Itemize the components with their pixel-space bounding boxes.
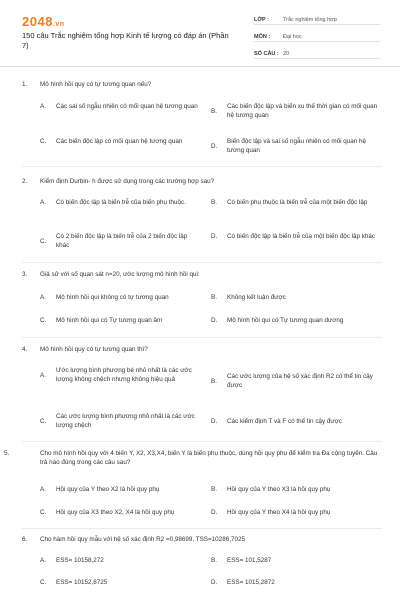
question-stem: Mô hình hồi quy có tự tương quan thì? [40, 346, 148, 353]
option-text: Có biến độc lập là biến trễ của biến phụ thuộc. [56, 199, 186, 206]
option-text: ESS= 101,5287 [227, 557, 272, 564]
question-3 [22, 270, 382, 279]
question-text [22, 345, 382, 354]
option-letter: B. [211, 107, 217, 115]
option-text: Hồi quy của Y theo X3 là hồi quy phụ [227, 486, 331, 493]
option-4b[interactable] [211, 372, 381, 390]
option-4a[interactable] [40, 366, 208, 384]
option-letter: B. [211, 199, 217, 206]
option-text: Mô hình hồi qui có Tự tương quan âm [56, 317, 163, 324]
header-divider [0, 66, 400, 67]
option-text: Các ước lượng bình phương nhỏ nhất là các ước lượng chệch [56, 413, 195, 429]
option-letter: D. [211, 233, 218, 240]
option-text: ESS= 10152,8725 [56, 579, 108, 586]
option-letter: A. [40, 199, 46, 206]
option-5c[interactable] [40, 508, 205, 517]
option-letter: A. [40, 557, 46, 564]
meta-label: SỐ CÂU : [254, 51, 279, 57]
option-letter: D. [211, 418, 218, 425]
option-letter: C. [40, 509, 47, 516]
option-letter: B. [211, 294, 217, 301]
question-1 [22, 80, 382, 89]
option-text: Có biến độc lập là biến trễ của một biến độc lập khác [227, 233, 376, 240]
question-number: 2. [22, 178, 28, 185]
option-text: Các sai số ngẫu nhiên có mối quan hệ tương quan [56, 103, 198, 110]
option-text: Các biến độc lập có mối quan hệ tương quan [56, 138, 183, 145]
meta-value: 20 [283, 51, 290, 57]
option-text: ESS= 1015,2872 [227, 579, 275, 586]
question-number: 4. [22, 346, 28, 353]
option-3c[interactable] [40, 316, 200, 325]
question-separator [22, 528, 382, 529]
option-6b[interactable] [211, 556, 381, 565]
option-letter: D. [211, 142, 218, 150]
meta-label: MÔN : [254, 34, 271, 40]
question-text [4, 449, 382, 467]
question-number: 5. [4, 450, 10, 457]
option-2a[interactable] [40, 198, 200, 207]
option-letter: C. [40, 317, 47, 324]
option-letter: B. [211, 557, 217, 564]
question-separator [22, 441, 382, 442]
meta-row-subject [254, 29, 380, 42]
document-title: 150 câu Trắc nghiệm tổng hợp Kinh tế lượng có đáp án (Phần 7) [22, 31, 229, 50]
option-1c[interactable] [40, 137, 200, 146]
option-text: Ước lượng bình phương bé nhỏ nhất là các ước lượng không chệch nhưng không hiệu quả [56, 367, 192, 383]
option-1b[interactable] [211, 102, 381, 120]
option-5b[interactable] [211, 485, 381, 494]
option-1d[interactable] [211, 137, 381, 155]
option-2c[interactable] [40, 232, 200, 250]
option-text: Hồi quy của X3 theo X2, X4 là hồi quy phụ [56, 509, 175, 516]
option-letter: A. [40, 103, 46, 110]
option-6c[interactable] [40, 578, 200, 587]
site-logo[interactable] [22, 14, 65, 29]
option-letter: A. [40, 371, 46, 379]
option-1a[interactable] [40, 102, 200, 111]
option-text: ESS= 10158,272 [56, 557, 104, 564]
document-header [0, 0, 400, 64]
question-stem: Kiểm định Durbin- h được sử dụng trong các trường hợp sau? [40, 178, 215, 185]
question-number: 1. [22, 81, 28, 88]
option-text: Mô hình hồi qui không có tự tương quan [56, 294, 169, 301]
option-3b[interactable] [211, 293, 381, 302]
option-text: Các ước lượng của hệ số xác định R2 có thể tin cậy được [227, 373, 373, 389]
option-letter: C. [40, 138, 47, 145]
question-text [22, 270, 382, 279]
option-4c[interactable] [40, 412, 200, 430]
option-letter: D. [211, 579, 218, 586]
option-text: Hồi quy của Y theo X4 là hồi quy phụ [227, 509, 331, 516]
question-separator [22, 166, 382, 167]
option-text: Không kết luận được [227, 294, 286, 301]
question-text [22, 535, 382, 544]
option-3a[interactable] [40, 293, 200, 302]
logo-text: 2048 [22, 14, 53, 29]
question-text [22, 177, 382, 186]
question-text [22, 80, 382, 89]
question-number: 3. [22, 271, 28, 278]
option-2d[interactable] [211, 232, 381, 241]
meta-row-count [254, 46, 380, 59]
meta-value: Trắc nghiệm tổng hợp [283, 17, 337, 23]
option-6a[interactable] [40, 556, 200, 565]
question-5 [4, 449, 382, 467]
option-text: Có 2 biến độc lập là biến trễ của 2 biến độc lập khác [56, 233, 188, 249]
option-letter: C. [40, 579, 47, 586]
question-separator [22, 337, 382, 338]
meta-row-class [254, 12, 380, 25]
option-letter: B. [211, 377, 217, 385]
question-stem: Giả sử với số quan sát n=20, ước lượng mô hình hồi qui: [40, 271, 200, 278]
option-letter: A. [40, 486, 46, 493]
option-text: Có biến phụ thuộc là biến trễ của một biến độc lập [227, 199, 368, 206]
meta-label: LỚP : [254, 17, 269, 23]
option-4d[interactable] [211, 417, 381, 426]
question-stem: Cho mô hình hồi quy với 4 biến Y, X2, X3,X4, biến Y là biến phụ thuộc, dùng hồi quy phụ để kiểm tra Đa cộng tuyến. Câu trả nào đúng trong các câu sau? [40, 450, 378, 466]
option-letter: C. [40, 237, 47, 245]
option-text: Hồi quy của Y theo X2 là hồi quy phụ [56, 486, 160, 493]
logo-suffix: .vn [52, 21, 65, 28]
option-text: Các biến độc lập và biến xu thế thời gian có mối quan hệ tương quan [227, 103, 378, 119]
question-4 [22, 345, 382, 354]
option-letter: C. [40, 417, 47, 425]
meta-value: Đại học [283, 34, 302, 40]
option-letter: D. [211, 509, 218, 516]
question-6 [22, 535, 382, 544]
question-2 [22, 177, 382, 186]
option-5a[interactable] [40, 485, 200, 494]
question-number: 6. [22, 536, 28, 543]
option-text: Mô hình hồi qui có Tự tương quan dương [227, 317, 344, 324]
option-letter: D. [211, 317, 218, 324]
option-letter: B. [211, 486, 217, 493]
option-text: Các kiểm định T và F có thể tin cậy được [227, 418, 342, 425]
option-3d[interactable] [211, 316, 381, 325]
option-6d[interactable] [211, 578, 381, 587]
question-separator [22, 262, 382, 263]
meta-box [254, 12, 380, 63]
question-stem: Mô hình hồi quy có tự tương quan nếu? [40, 81, 152, 88]
option-text: Biến độc lập và sai số ngẫu nhiên có mối quan hệ tương quan [227, 138, 366, 154]
option-5d[interactable] [211, 508, 381, 517]
option-letter: A. [40, 294, 46, 301]
question-stem: Cho hàm hồi quy mẫu với hệ số xác định R2 =0,98699, TSS=10286,7025 [40, 536, 245, 543]
option-2b[interactable] [211, 198, 381, 207]
